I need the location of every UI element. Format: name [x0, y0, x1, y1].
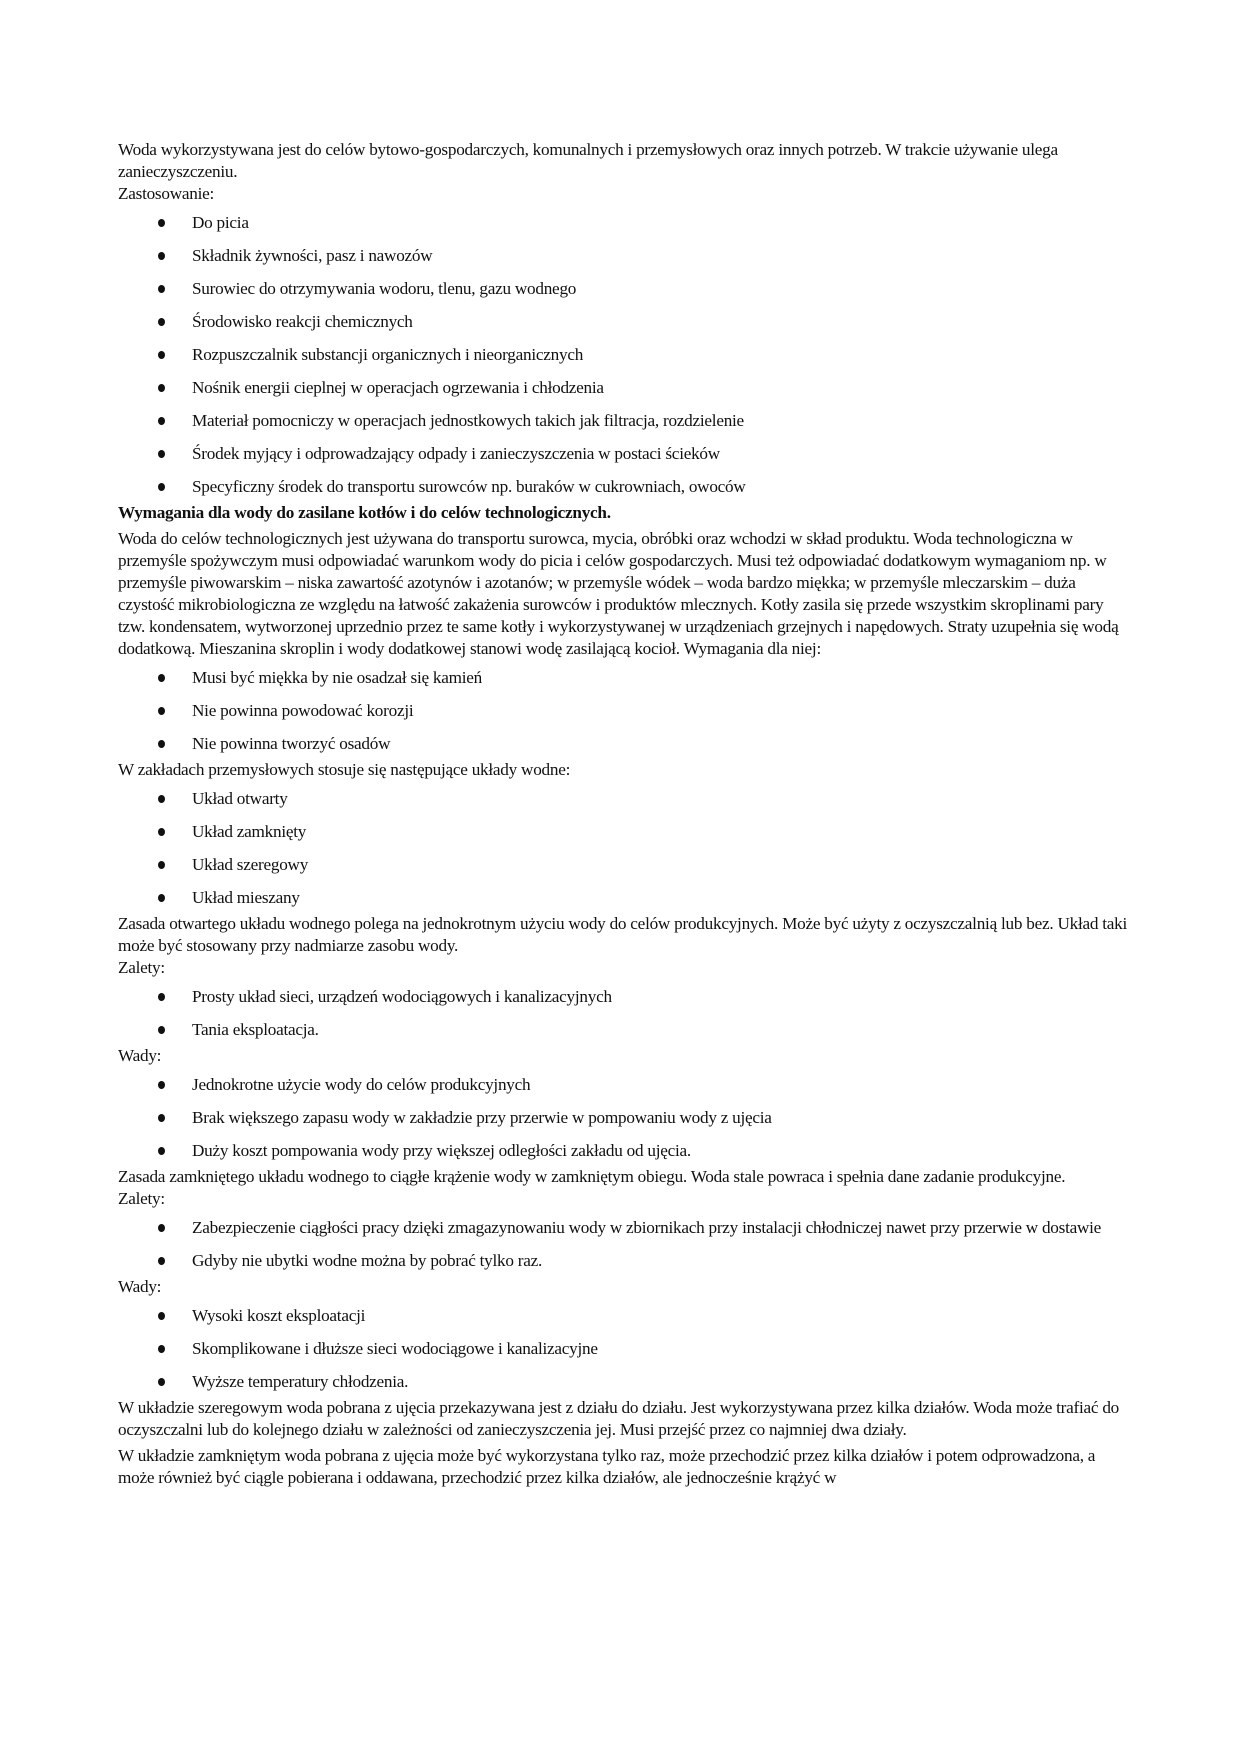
bullet-icon: [158, 1081, 165, 1089]
bullet-icon: [158, 795, 165, 803]
list-item: Środowisko reakcji chemicznych: [118, 311, 1128, 333]
list-item: Rozpuszczalnik substancji organicznych i nieorganicznych: [118, 344, 1128, 366]
bullet-icon: [158, 450, 165, 458]
bullet-icon: [158, 894, 165, 902]
bullet-icon: [158, 1026, 165, 1034]
list-item: Gdyby nie ubytki wodne można by pobrać tylko raz.: [118, 1250, 1128, 1272]
intro-paragraph: Woda wykorzystywana jest do celów bytowo-gospodarczych, komunalnych i przemysłowych oraz innych potrzeb. W trakcie używanie ulega zanieczyszczeniu.: [118, 140, 1058, 181]
bullet-icon: [158, 1257, 165, 1265]
bullet-icon: [158, 351, 165, 359]
list-item: Musi być miękka by nie osadzał się kamień: [118, 667, 1128, 689]
list-item: Surowiec do otrzymywania wodoru, tlenu, gazu wodnego: [118, 278, 1128, 300]
list-item: Wysoki koszt eksploatacji: [118, 1305, 1128, 1327]
closed-pros-list: [118, 1217, 1128, 1272]
bullet-icon: [158, 285, 165, 293]
list-item: Układ mieszany: [118, 887, 1128, 909]
requirements-list: [118, 667, 1128, 755]
list-item: Układ otwarty: [118, 788, 1128, 810]
bullet-icon: [158, 1224, 165, 1232]
bullet-icon: [158, 707, 165, 715]
list-item: Materiał pomocniczy w operacjach jednostkowych takich jak filtracja, rozdzielenie: [118, 410, 1128, 432]
serial-system-paragraph: W układzie szeregowym woda pobrana z ujęcia przekazywana jest z działu do działu. Jest wykorzystywana przez kilka działów. Woda może trafiać do oczyszczalni lub do kolejnego działu w zależności od zanieczyszczenia jej. Musi przejść przez co najmniej dwa działy.: [118, 1398, 1120, 1439]
list-item: Do picia: [118, 212, 1128, 234]
list-item: Środek myjący i odprowadzający odpady i zanieczyszczenia w postaci ścieków: [118, 443, 1128, 465]
closed-cons-list: [118, 1305, 1128, 1393]
applications-list: [118, 212, 1128, 498]
bullet-icon: [158, 861, 165, 869]
list-item: Zabezpieczenie ciągłości pracy dzięki zmagazynowaniu wody w zbiornikach przy instalacji chłodniczej nawet przy przerwie w dostawie: [118, 1217, 1128, 1239]
bullet-icon: [158, 740, 165, 748]
open-system-paragraph: Zasada otwartego układu wodnego polega na jednokrotnym użyciu wody do celów produkcyjnych. Może być użyty z oczyszczalnią lub bez. Układ taki może być stosowany przy nadmiarze zasobu wody.: [118, 914, 1128, 955]
closed-cons-label: Wady:: [118, 1277, 162, 1296]
open-cons-list: [118, 1074, 1128, 1162]
bullet-icon: [158, 252, 165, 260]
list-item: Układ zamknięty: [118, 821, 1128, 843]
list-item: Wyższe temperatury chłodzenia.: [118, 1371, 1128, 1393]
open-pros-label: Zalety:: [118, 958, 165, 977]
systems-list: [118, 788, 1128, 909]
document-page: [118, 139, 1128, 1489]
list-item: Tania eksploatacja.: [118, 1019, 1128, 1041]
list-item: Prosty układ sieci, urządzeń wodociągowych i kanalizacyjnych: [118, 986, 1128, 1008]
systems-intro: W zakładach przemysłowych stosuje się następujące układy wodne:: [118, 760, 571, 779]
closed-system-paragraph-2: W układzie zamkniętym woda pobrana z ujęcia może być wykorzystana tylko raz, może przechodzić przez kilka działów i potem odprowadzona, a może również być ciągle pobierana i oddawana, przechodzić przez kilka działów, ale jednocześnie krążyć w: [118, 1446, 1096, 1487]
list-item: Nośnik energii cieplnej w operacjach ogrzewania i chłodzenia: [118, 377, 1128, 399]
list-item: Jednokrotne użycie wody do celów produkcyjnych: [118, 1074, 1128, 1096]
bullet-icon: [158, 1114, 165, 1122]
open-pros-list: [118, 986, 1128, 1041]
bullet-icon: [158, 384, 165, 392]
bullet-icon: [158, 674, 165, 682]
list-item: Nie powinna powodować korozji: [118, 700, 1128, 722]
list-item: Układ szeregowy: [118, 854, 1128, 876]
list-item: Brak większego zapasu wody w zakładzie przy przerwie w pompowaniu wody z ujęcia: [118, 1107, 1128, 1129]
bullet-icon: [158, 828, 165, 836]
bullet-icon: [158, 417, 165, 425]
bullet-icon: [158, 1147, 165, 1155]
closed-system-paragraph: Zasada zamkniętego układu wodnego to ciągłe krążenie wody w zamkniętym obiegu. Woda stale powraca i spełnia dane zadanie produkcyjne.: [118, 1167, 1066, 1186]
open-cons-label: Wady:: [118, 1046, 162, 1065]
bullet-icon: [158, 993, 165, 1001]
list-item: Skomplikowane i dłuższe sieci wodociągowe i kanalizacyjne: [118, 1338, 1128, 1360]
bullet-icon: [158, 483, 165, 491]
applications-label: Zastosowanie:: [118, 184, 215, 203]
list-item: Nie powinna tworzyć osadów: [118, 733, 1128, 755]
closed-pros-label: Zalety:: [118, 1189, 165, 1208]
bullet-icon: [158, 318, 165, 326]
bullet-icon: [158, 219, 165, 227]
requirements-paragraph: Woda do celów technologicznych jest używana do transportu surowca, mycia, obróbki oraz wchodzi w skład produktu. Woda technologiczna w przemyśle spożywczym musi odpowiadać warunkom wody do picia i celów gospodarczych. Musi też odpowiadać dodatkowym wymaganiom np. w przemyśle piwowarskim – niska zawartość azotynów i azotanów; w przemyśle wódek – woda bardzo miękka; w przemyśle mleczarskim – duża czystość mikrobiologiczna ze względu na łatwość zakażenia surowców i produktów mlecznych. Kotły zasila się przede wszystkim skroplinami pary tzw. kondensatem, wytworzonej uprzednio przez te same kotły i wykorzystywanej w urządzeniach grzejnych i napędowych. Straty uzupełnia się wodą dodatkową. Mieszanina skroplin i wody dodatkowej stanowi wodę zasilającą kocioł. Wymagania dla niej:: [118, 529, 1119, 658]
bullet-icon: [158, 1345, 165, 1353]
list-item: Specyficzny środek do transportu surowców np. buraków w cukrowniach, owoców: [118, 476, 1128, 498]
list-item: Składnik żywności, pasz i nawozów: [118, 245, 1128, 267]
bullet-icon: [158, 1312, 165, 1320]
bullet-icon: [158, 1378, 165, 1386]
list-item: Duży koszt pompowania wody przy większej odległości zakładu od ujęcia.: [118, 1140, 1128, 1162]
requirements-heading: Wymagania dla wody do zasilane kotłów i do celów technologicznych.: [118, 503, 611, 522]
